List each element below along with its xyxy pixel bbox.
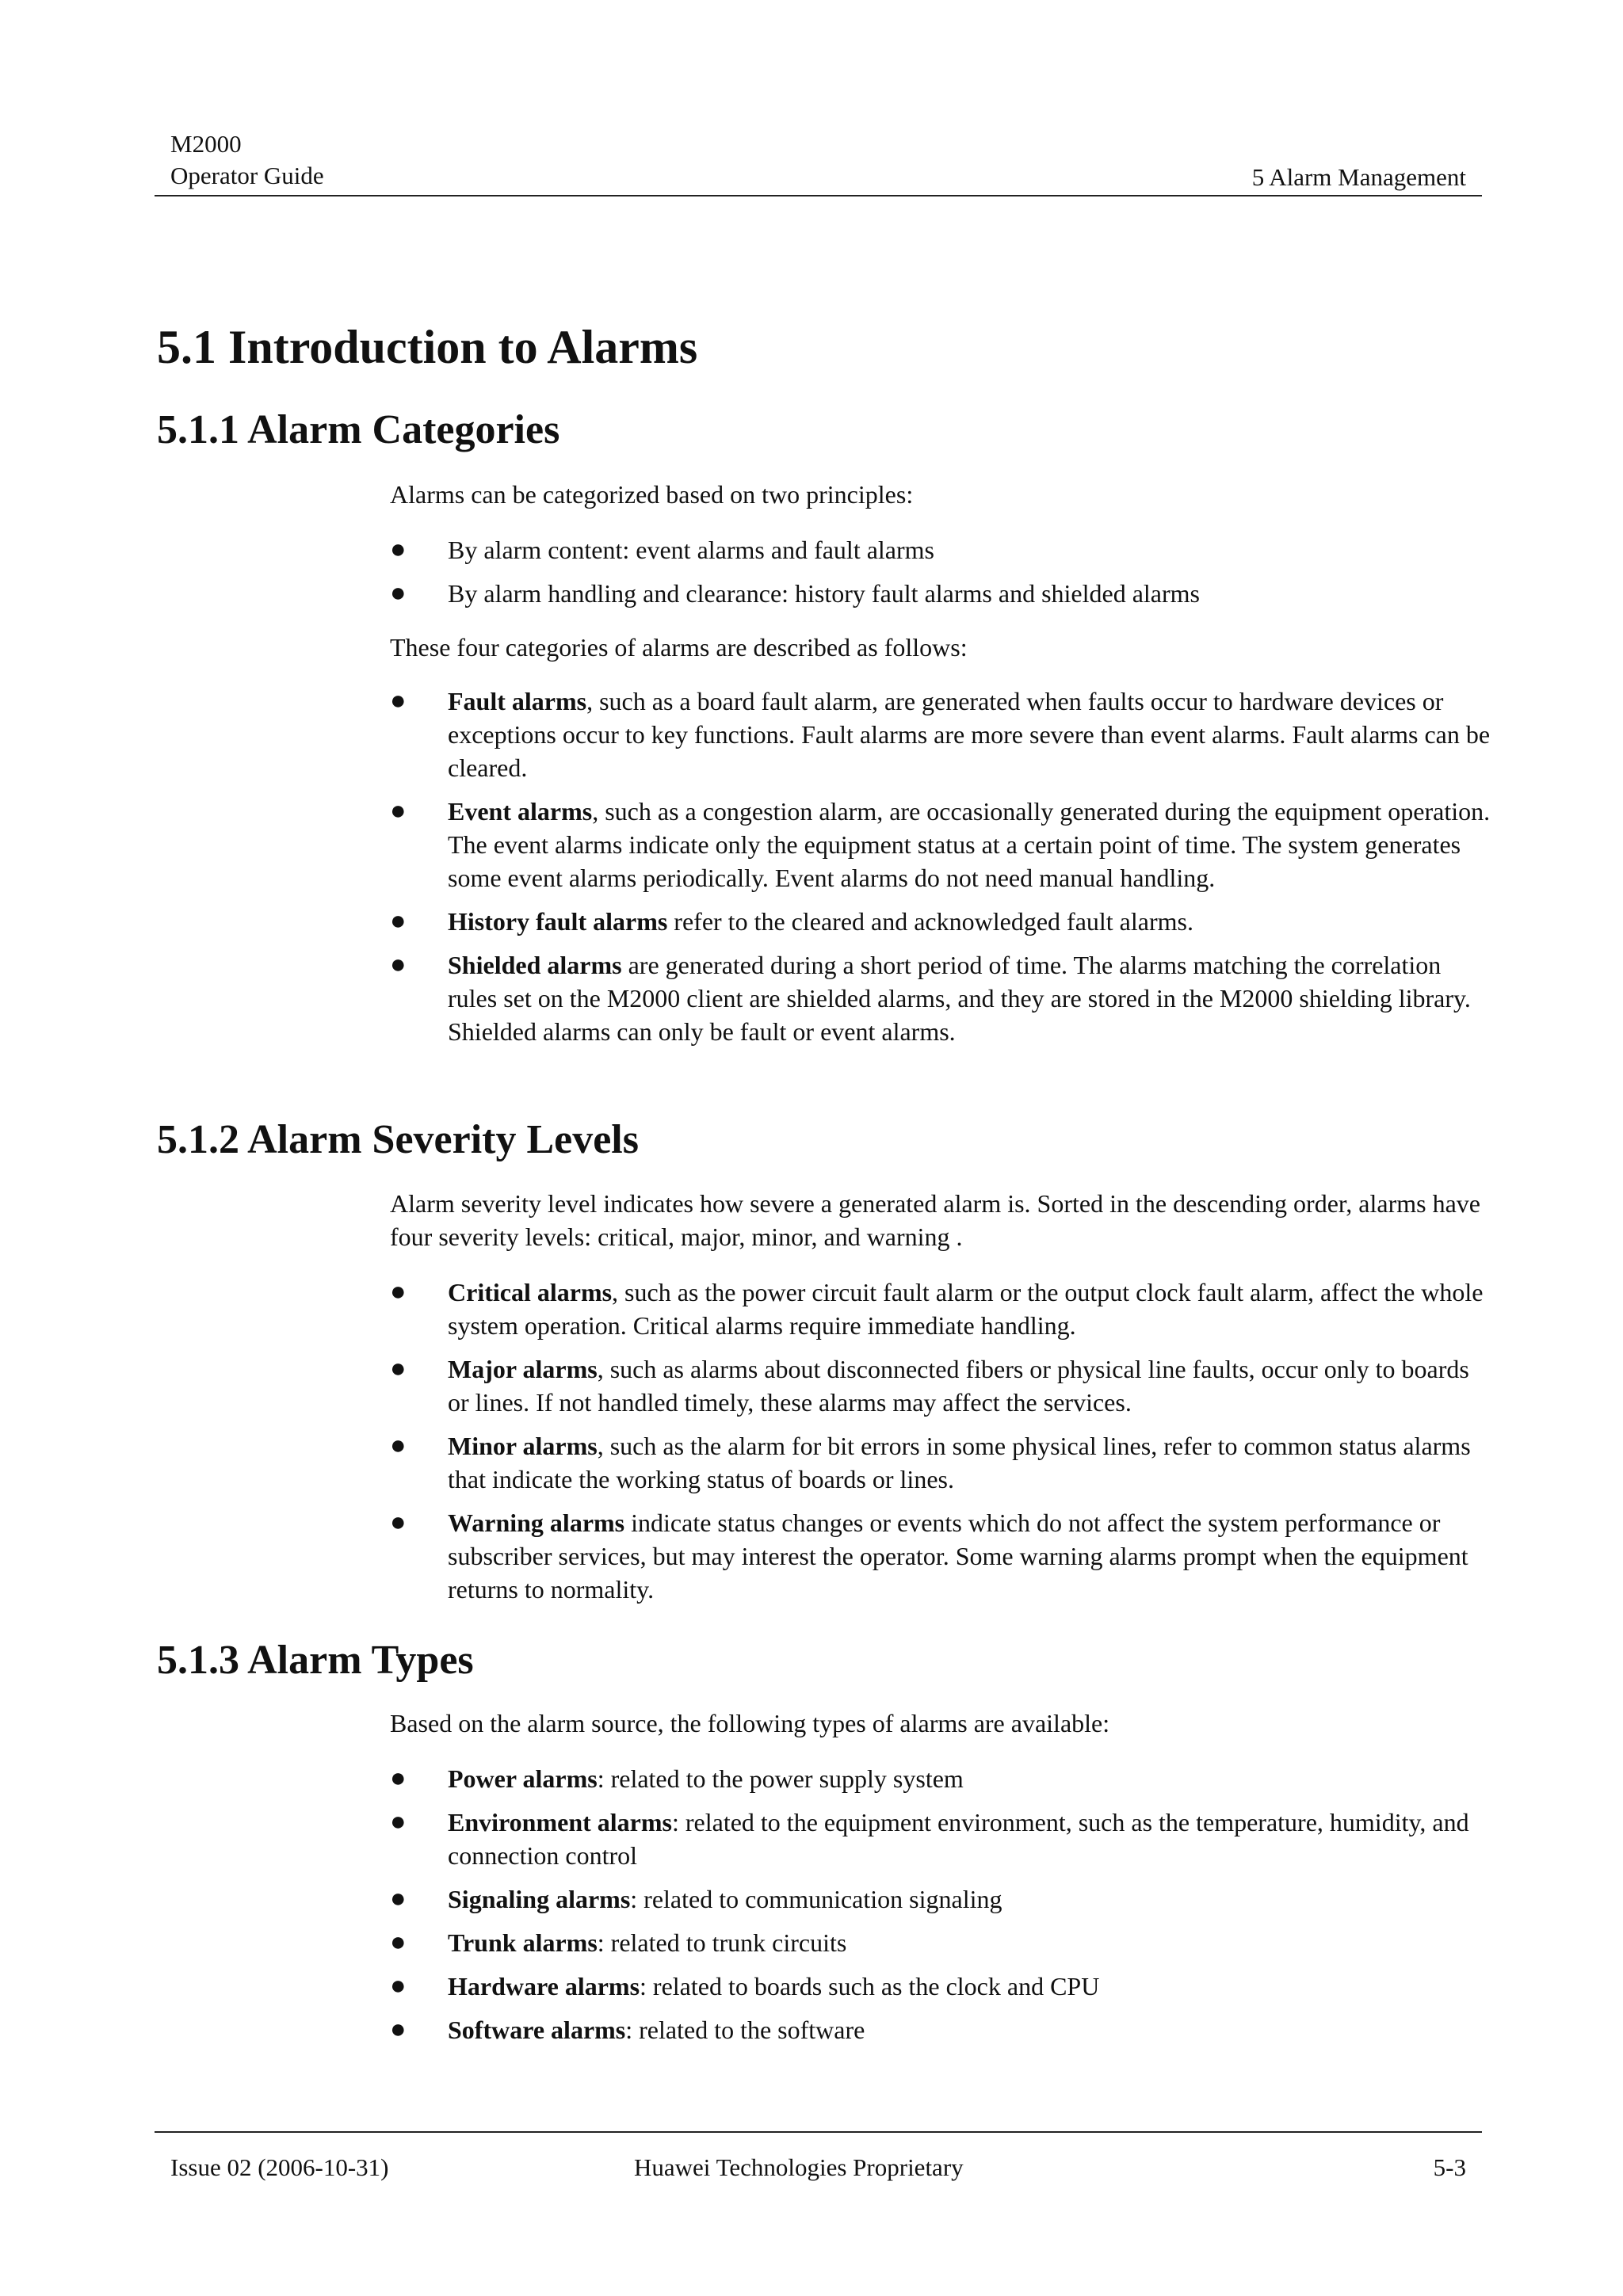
bullet-icon: ● (390, 2015, 407, 2044)
item-term: History fault alarms (448, 907, 668, 936)
bullet-icon: ● (390, 1431, 407, 1460)
bullet-icon: ● (390, 1277, 407, 1306)
item-text: , such as alarms about disconnected fibers or physical line faults, occur only to boards or lines. If not handled timely, these alarms may affect the services. (448, 1355, 1469, 1417)
severity-list (390, 1276, 1491, 1606)
footer-issue: Issue 02 (2006-10-31) (170, 2153, 389, 2181)
item-text: , such as the alarm for bit errors in some physical lines, refer to common status alarms that indicate the working status of boards or lines. (448, 1432, 1471, 1493)
list-item (390, 1276, 1491, 1342)
list-item (390, 905, 1491, 938)
item-term: Software alarms (448, 2016, 626, 2044)
footer-owner: Huawei Technologies Proprietary (634, 2153, 964, 2181)
item-text: , such as the power circuit fault alarm or the output clock fault alarm, affect the whole system operation. Critical alarms require immediate handling. (448, 1278, 1484, 1340)
list-item (390, 1970, 1491, 2003)
list-item (390, 2013, 1491, 2046)
list-item (390, 1882, 1491, 1916)
severity-body (390, 1187, 1491, 1606)
item-term: Minor alarms (448, 1432, 598, 1460)
header-left (170, 128, 324, 192)
item-text: : related to trunk circuits (597, 1928, 847, 1957)
bullet-icon: ● (390, 535, 407, 564)
list-item (390, 1762, 1491, 1795)
item-text: By alarm content: event alarms and fault alarms (448, 536, 934, 564)
item-text: , such as a congestion alarm, are occasionally generated during the equipment operation. The event alarms indicate only the equipment status at a certain point of time. The system generates some event alarms periodically. Event alarms do not need manual handling. (448, 797, 1491, 892)
item-term: Power alarms (448, 1764, 598, 1793)
item-term: Shielded alarms (448, 951, 622, 979)
categories-lead: These four categories of alarms are described as follows: (390, 633, 968, 662)
item-text: : related to the software (625, 2016, 865, 2044)
item-term: Warning alarms (448, 1508, 625, 1537)
subsection-heading-categories: 5.1.1 Alarm Categories (157, 407, 560, 452)
item-text: refer to the cleared and acknowledged fault alarms. (667, 907, 1193, 936)
types-intro: Based on the alarm source, the following types of alarms are available: (390, 1709, 1110, 1737)
list-item (390, 685, 1491, 784)
types-list (390, 1762, 1491, 2046)
bullet-icon: ● (390, 796, 407, 826)
categories-intro: Alarms can be categorized based on two principles: (390, 480, 914, 509)
item-text: : related to boards such as the clock and CPU (640, 1972, 1100, 2000)
bullet-icon: ● (390, 1764, 407, 1793)
header-document: Operator Guide (170, 162, 324, 189)
item-term: Fault alarms (448, 687, 587, 715)
item-text: indicate status changes or events which do not affect the system performance or subscriber services, but may interest the operator. Some warning alarms prompt when the equipment returns to normality. (448, 1508, 1468, 1604)
categories-body (390, 478, 1491, 1048)
item-text: : related to the equipment environment, such as the temperature, humidity, and connection control (448, 1808, 1469, 1870)
subsection-heading-types: 5.1.3 Alarm Types (157, 1638, 474, 1683)
list-item (390, 1806, 1491, 1872)
list-item (390, 795, 1491, 894)
page-header (155, 128, 1482, 196)
list-item (390, 1352, 1491, 1419)
subsection-heading-severity: 5.1.2 Alarm Severity Levels (157, 1117, 639, 1162)
list-item (390, 1926, 1491, 1959)
categories-principles-list (390, 533, 1491, 610)
bullet-icon: ● (390, 578, 407, 608)
bullet-icon: ● (390, 686, 407, 715)
list-item (390, 1429, 1491, 1496)
item-term: Critical alarms (448, 1278, 613, 1306)
bullet-icon: ● (390, 1928, 407, 1957)
item-term: Major alarms (448, 1355, 598, 1383)
item-term: Environment alarms (448, 1808, 672, 1836)
item-text: : related to communication signaling (630, 1885, 1002, 1913)
list-item (390, 533, 1491, 566)
list-item (390, 1506, 1491, 1606)
list-item (390, 948, 1491, 1048)
list-item (390, 577, 1491, 610)
categories-list (390, 685, 1491, 1048)
header-product: M2000 (170, 130, 242, 158)
header-chapter: 5 Alarm Management (1251, 163, 1466, 191)
bullet-icon: ● (390, 906, 407, 936)
item-text: are generated during a short period of time. The alarms matching the correlation rules set on the M2000 client are shielded alarms, and they are stored in the M2000 shielding library. Shielded alarms can only be fault or event alarms. (448, 951, 1471, 1046)
types-body (390, 1707, 1491, 2046)
bullet-icon: ● (390, 1807, 407, 1836)
item-text: , such as a board fault alarm, are generated when faults occur to hardware devices or exceptions occur to key functions. Fault alarms are more severe than event alarms. Fault alarms can be cleared. (448, 687, 1491, 782)
bullet-icon: ● (390, 1884, 407, 1913)
item-term: Signaling alarms (448, 1885, 631, 1913)
severity-intro: Alarm severity level indicates how severe a generated alarm is. Sorted in the descending order, alarms have four severity levels: critical, major, minor, and warning . (390, 1189, 1480, 1251)
item-term: Hardware alarms (448, 1972, 640, 2000)
footer-page-number: 5-3 (1433, 2153, 1466, 2181)
page-footer (155, 2131, 1482, 2180)
item-text: : related to the power supply system (597, 1764, 964, 1793)
item-term: Trunk alarms (448, 1928, 598, 1957)
section-heading: 5.1 Introduction to Alarms (157, 321, 698, 373)
bullet-icon: ● (390, 1508, 407, 1537)
item-text: By alarm handling and clearance: history fault alarms and shielded alarms (448, 579, 1200, 608)
item-term: Event alarms (448, 797, 593, 826)
bullet-icon: ● (390, 1971, 407, 2000)
bullet-icon: ● (390, 1354, 407, 1383)
bullet-icon: ● (390, 950, 407, 979)
